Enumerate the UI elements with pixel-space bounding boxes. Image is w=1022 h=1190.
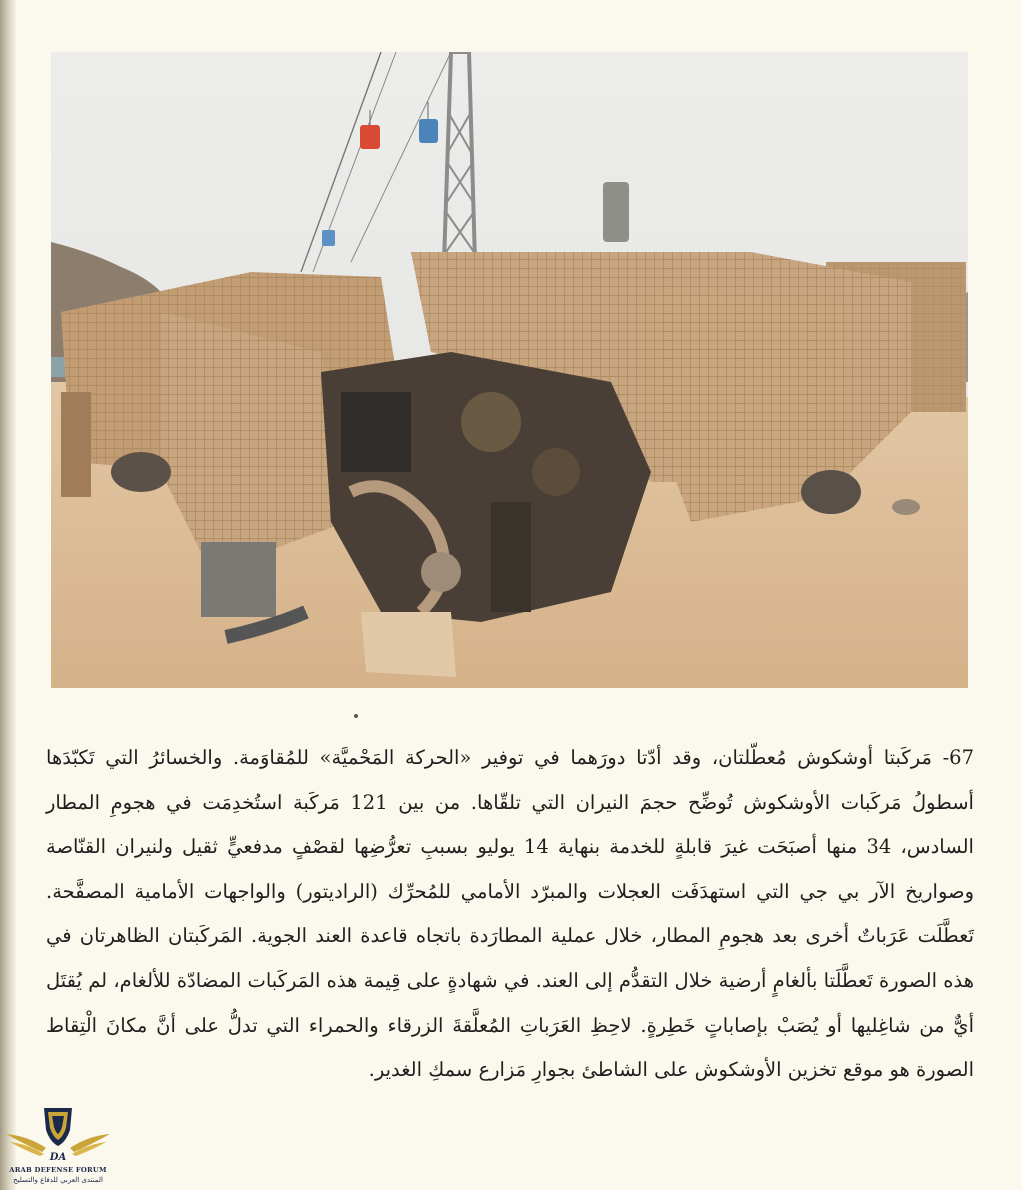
page-marker-dot <box>354 714 358 718</box>
book-spine-shadow <box>0 0 16 1190</box>
vehicle-photo <box>51 52 968 688</box>
watermark-logo <box>6 1108 110 1188</box>
photo-caption: 67- مَركَبتا أوشكوش مُعطّلتان، وقد أدّتا دورَهما في توفير «الحركة المَحْميَّة» للمُقاوَمة. والخسائرُ التي تَكبّدَها أسطولُ مَركَبات الأوشكوش تُوضِّح حجمَ النيران التي تلقّاها. من بين 121 مَركَبة استُخدِمَت في هجومِ المطار السادس، 34 منها أصبَحَت غيرَ قابلةٍ للخدمة بنهاية 14 يوليو بسببِ تعرُّضِها لقصْفٍ مدفعيٍّ ثقيل ولنيران القنّاصة وصواريخ الآر بي جي التي استهدَفَت العجلات والمبرّد الأمامي للمُحرِّك (الراديتور) والواجهات الأمامية المصفَّحة. تَعطَّلَت عَرَباتٌ أخرى بعد هجومِ المطار، خلال عملية المطارَدة باتجاه قاعدة العند الجوية. المَركَبتان الظاهرتان في هذه الصورة تَعطَّلَتا بألغامٍ أرضية خلال التقدُّم إلى العند. في شهادةٍ على قِيمة هذه المَركَبات المضادّة للألغام، لم يُقتَل أيٌّ من شاغِليها أو يُصَبْ بإصاباتٍ خَطِرةٍ. لاحِظِ العَرَباتِ المُعلَّقةَ الزرقاء والحمراء التي تدلُّ على أنَّ مكانَ الْتِقاط الصورة هو موقع تخزين الأوشكوش على الشاطئ بجوارِ مَزارع سمكِ الغدير. <box>46 746 974 1082</box>
logo-monogram: DA <box>49 1152 67 1163</box>
logo-name-ar: المنتدى العربي للدفاع والتسليح <box>13 1176 103 1184</box>
logo-name-en: ARAB DEFENSE FORUM <box>9 1166 107 1174</box>
